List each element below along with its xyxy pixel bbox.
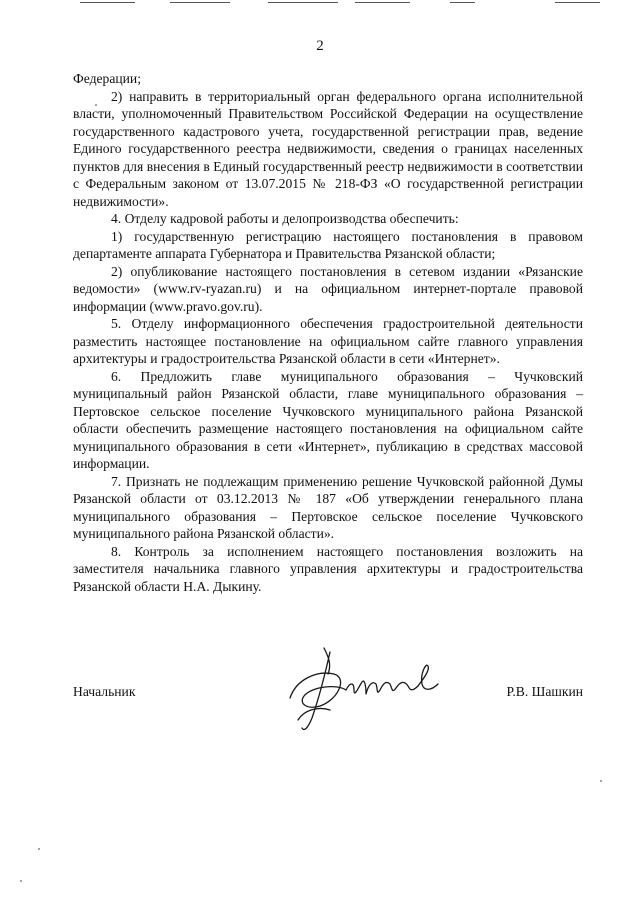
paragraph: 1) государственную регистрацию настоящего постановления в правовом департаменте аппарата Губернатора и Правительства Рязанской области;	[73, 228, 583, 261]
paragraph: Федерации;	[73, 71, 141, 86]
signature-block	[73, 684, 583, 704]
paragraph: 5. Отделу информационного обеспечения градостроительной деятельности разместить настоящее постановление на официальном сайте главного управления архитектуры и градостроительства Рязанской области в сети «Интернет».	[73, 316, 583, 366]
paragraph: 8. Контроль за исполнением настоящего постановления возложить на заместителя начальника главного управления архитектуры и градостроительства Рязанской области Н.А. Дыкину.	[73, 543, 583, 594]
scan-edge-marks	[0, 0, 640, 6]
page-number: 2	[316, 38, 324, 54]
paragraph: 6. Предложить главе муниципального образования – Чучковский муниципальный район Рязанской области, главе муниципального образования – Пертовское сельское поселение Чучковского муниципального района Рязанской области обеспечить размещение настоящего постановления на официальном сайте муниципального образования в сети «Интернет», публикацию в средствах массовой информации.	[73, 368, 583, 471]
document-body	[73, 70, 583, 595]
paragraph: 7. Признать не подлежащим применению решение Чучковской районной Думы Рязанской области от 03.12.2013 № 187 «Об утверждении генерального плана муниципального образования – Пертовское сельское поселение Чучковского муниципального района Рязанской области».	[73, 473, 583, 541]
paragraph: 4. Отделу кадровой работы и делопроизводства обеспечить:	[111, 211, 459, 226]
signatory-title: Начальник	[73, 684, 136, 699]
signatory-name: Р.В. Шашкин	[506, 684, 583, 699]
paragraph: 2) направить в территориальный орган федерального органа исполнительной власти, уполномоченный Правительством Российской Федерации на осуществление государственного кадастрового учета, государственной регистрации прав, ведение Единого государственного реестра недвижимости, сведения о границах населенных пунктов для внесения в Единый государственный реестр недвижимости в соответствии с Федеральным законом от 13.07.2015 № 218-ФЗ «О государственной регистрации недвижимости».	[73, 88, 583, 209]
paragraph: 2) опубликование настоящего постановления в сетевом издании «Рязанские ведомости» (www.rv-ryazan.ru) и на официальном интернет-портале правовой информации (www.pravo.gov.ru).	[73, 263, 583, 314]
